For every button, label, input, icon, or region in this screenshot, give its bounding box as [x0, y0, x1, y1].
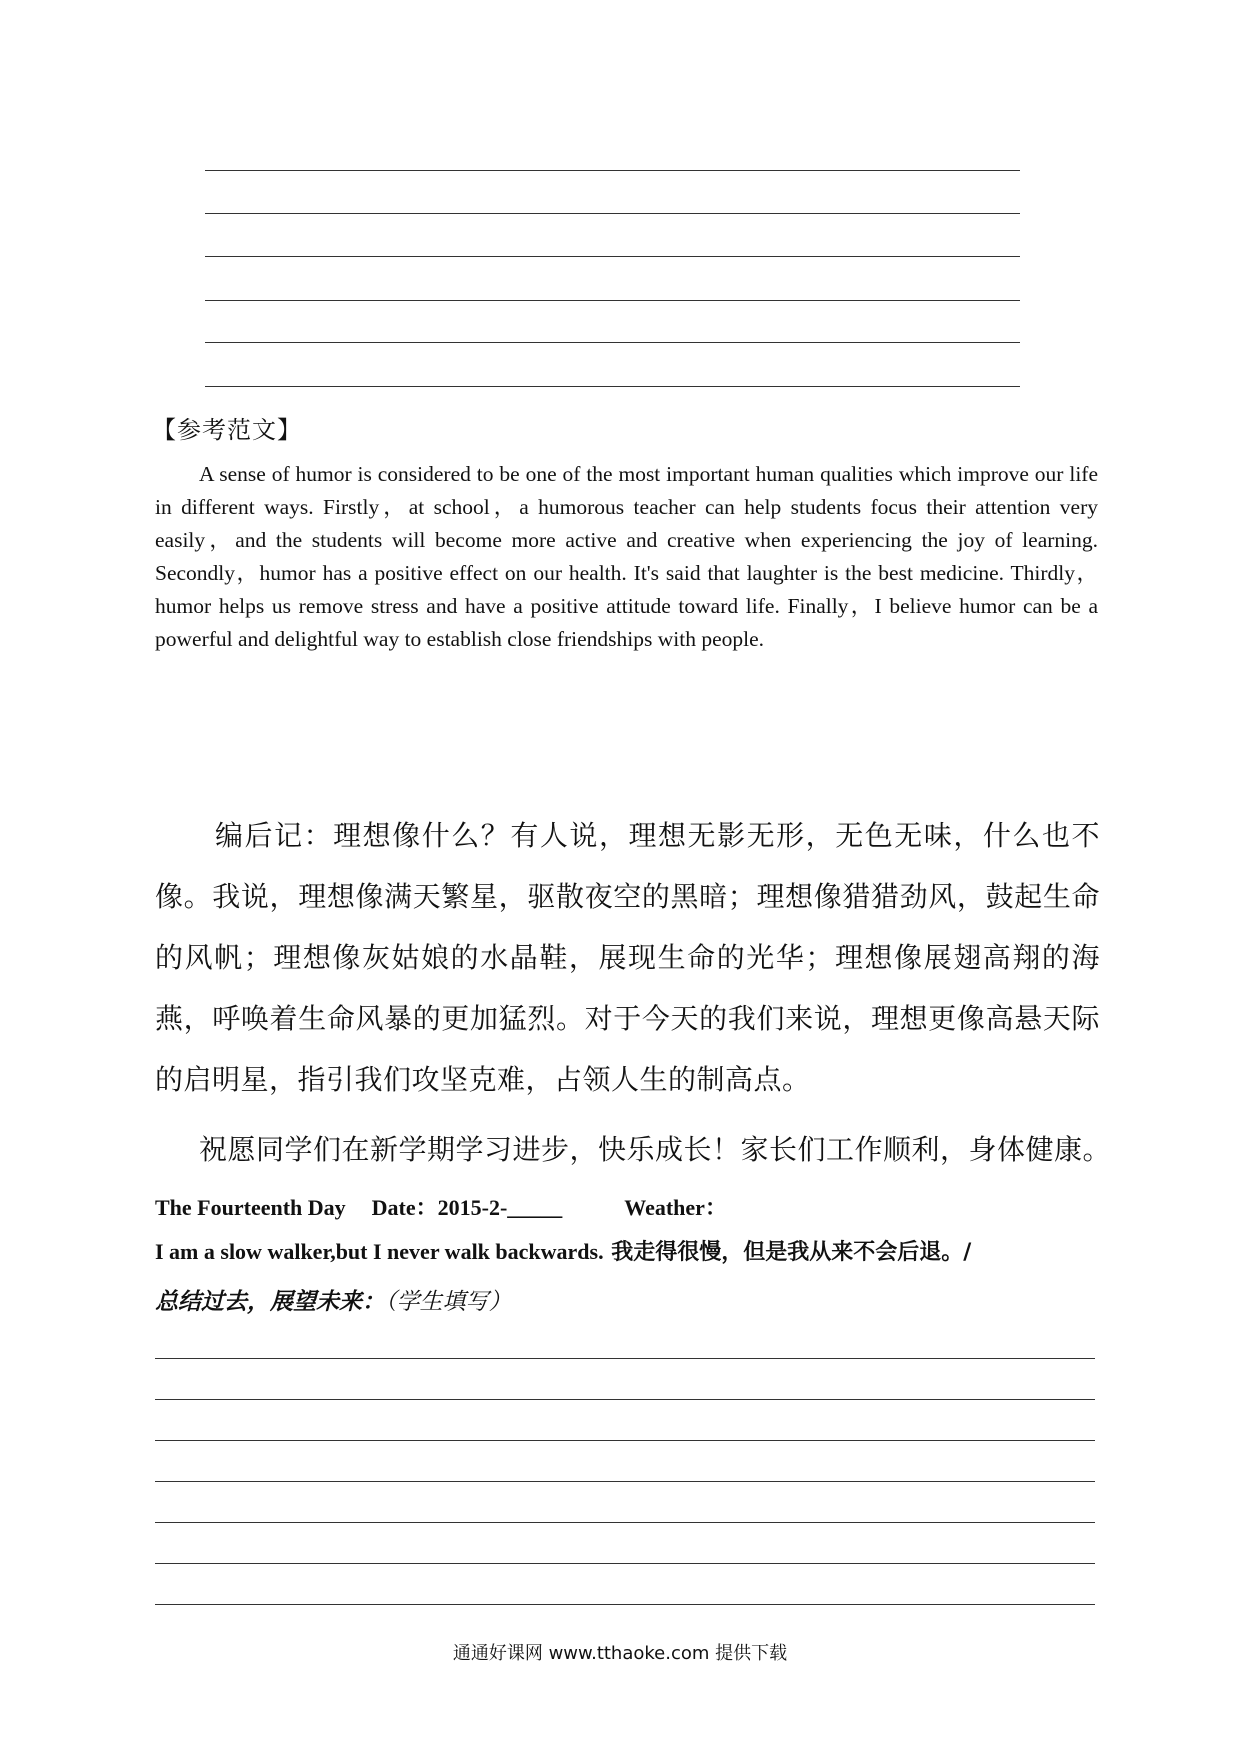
daily-quote	[155, 1235, 971, 1266]
answer-line[interactable]	[155, 1358, 1095, 1359]
sample-essay: A sense of humor is considered to be one of the most important human qualities which improve our life in different ways. Firstly，at school，a humorous teacher can help students focus their attention very easily，and the students will become more active and creative when experiencing the joy of learning. Secondly，humor has a positive effect on our health. It's said that laughter is the best medicine. Thirdly，humor helps us remove stress and have a positive attitude toward life. Finally，I believe humor can be a powerful and delightful way to establish close friendships with people.	[155, 462, 1098, 651]
footer-source: 通通好课网 www.tthaoke.com 提供下载	[452, 1643, 788, 1664]
answer-line[interactable]	[155, 1563, 1095, 1564]
summary-label: 总结过去，展望未来：	[155, 1289, 385, 1315]
writing-line	[205, 386, 1020, 387]
writing-line	[205, 256, 1020, 257]
weather-label: Weather：	[624, 1195, 727, 1220]
answer-line[interactable]	[155, 1440, 1095, 1441]
summary-note: （学生填写）	[385, 1289, 512, 1315]
answer-line[interactable]	[155, 1604, 1095, 1605]
wish-paragraph: 祝愿同学们在新学期学习进步，快乐成长！家长们工作顺利，身体健康。	[199, 1133, 1112, 1166]
day-header	[155, 1191, 727, 1222]
writing-line	[205, 300, 1020, 301]
reference-heading: 【参考范文】	[152, 416, 302, 444]
writing-line	[205, 170, 1020, 171]
writing-line	[205, 213, 1020, 214]
day-title: The Fourteenth Day	[155, 1195, 346, 1220]
answer-line[interactable]	[155, 1522, 1095, 1523]
answer-line[interactable]	[155, 1399, 1095, 1400]
writing-line	[205, 342, 1020, 343]
afterword-paragraph: 编后记：理想像什么？有人说，理想无影无形，无色无味，什么也不像。我说，理想像满天繁星，驱散夜空的黑暗；理想像猎猎劲风，鼓起生命的风帆；理想像灰姑娘的水晶鞋，展现生命的光华；理想像展翅高翔的海燕，呼唤着生命风暴的更加猛烈。对于今天的我们来说，理想更像高悬天际的启明星，指引我们攻坚克难，占领人生的制高点。	[155, 819, 1100, 1096]
date-label: Date：2015-2-_____	[371, 1195, 563, 1220]
quote-english: I am a slow walker,but I never walk backwards.	[155, 1239, 604, 1264]
quote-chinese: 我走得很慢，但是我从来不会后退。/	[611, 1240, 972, 1265]
summary-prompt	[155, 1283, 512, 1316]
answer-line[interactable]	[155, 1481, 1095, 1482]
